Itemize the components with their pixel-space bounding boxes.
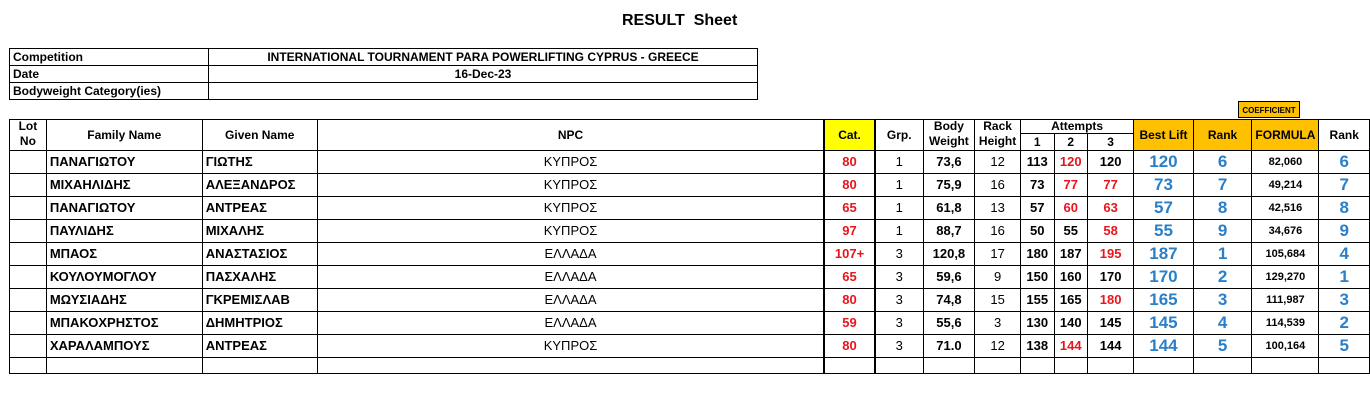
cell-lot [10,312,47,335]
header-row-1 [10,120,1370,134]
bodyweight-label: Bodyweight Category(ies) [10,83,209,100]
cell-family: ΧΑΡΑΛΑΜΠΟΥΣ [46,335,202,358]
cell-grp: 3 [875,243,923,266]
header-rank-2: Rank [1319,120,1370,151]
cell-family: ΜΠΑΚΟΧΡΗΣΤΟΣ [46,312,202,335]
empty-cell [1088,358,1134,374]
cell-rack: 12 [975,335,1021,358]
cell-npc: ΚΥΠΡΟΣ [317,174,824,197]
empty-cell [1252,358,1319,374]
bodyweight-value [209,83,758,100]
sheet-title: RESULT Sheet [622,12,738,29]
empty-row [10,358,1370,374]
cell-bw: 74,8 [923,289,975,312]
header-lot: Lot [10,120,47,134]
cell-a2: 187 [1054,243,1088,266]
cell-coef: 82,060 [1252,151,1319,174]
cell-cat: 65 [824,266,875,289]
cell-lot [10,289,47,312]
cell-rack: 16 [975,220,1021,243]
header-given-name: Given Name [202,120,317,151]
header-weight: Weight [923,134,975,151]
cell-cat: 80 [824,335,875,358]
cell-lot [10,266,47,289]
header-group: Grp. [875,120,923,151]
cell-bw: 59,6 [923,266,975,289]
empty-cell [1319,358,1370,374]
cell-best: 57 [1134,197,1194,220]
cell-a3: 120 [1088,151,1134,174]
competition-row [10,49,758,66]
table-row [10,220,1370,243]
header-attempt-2: 2 [1054,134,1088,151]
cell-rack: 12 [975,151,1021,174]
cell-a3: 145 [1088,312,1134,335]
cell-coef: 105,684 [1252,243,1319,266]
competition-label: Competition [10,49,209,66]
cell-rank: 6 [1193,151,1252,174]
cell-a1: 73 [1021,174,1055,197]
cell-npc: ΕΛΛΑΔΑ [317,289,824,312]
results-table [9,119,1370,374]
cell-rank2: 6 [1319,151,1370,174]
cell-a2: 140 [1054,312,1088,335]
cell-a2: 160 [1054,266,1088,289]
cell-cat: 65 [824,197,875,220]
cell-rank: 5 [1193,335,1252,358]
cell-family: ΚΟΥΛΟΥΜΟΓΛΟΥ [46,266,202,289]
cell-best: 170 [1134,266,1194,289]
cell-lot [10,220,47,243]
cell-family: ΠΑΥΛΙΔΗΣ [46,220,202,243]
empty-cell [923,358,975,374]
header-category: Cat. [824,120,875,151]
cell-family: ΜΠΑΟΣ [46,243,202,266]
header-attempt-1: 1 [1021,134,1055,151]
cell-given: ΑΝΤΡΕΑΣ [202,335,317,358]
cell-a2: 144 [1054,335,1088,358]
cell-rank2: 9 [1319,220,1370,243]
table-row [10,197,1370,220]
cell-a2: 165 [1054,289,1088,312]
header-rank: Rank [1193,120,1252,151]
cell-npc: ΚΥΠΡΟΣ [317,335,824,358]
cell-npc: ΚΥΠΡΟΣ [317,220,824,243]
cell-a2: 55 [1054,220,1088,243]
cell-a1: 180 [1021,243,1055,266]
cell-npc: ΕΛΛΑΔΑ [317,266,824,289]
cell-coef: 114,539 [1252,312,1319,335]
header-no: No [10,134,47,151]
cell-a3: 58 [1088,220,1134,243]
cell-lot [10,243,47,266]
cell-given: ΜΙΧΑΛΗΣ [202,220,317,243]
cell-lot [10,335,47,358]
cell-grp: 1 [875,197,923,220]
cell-a3: 180 [1088,289,1134,312]
empty-cell [875,358,923,374]
cell-coef: 34,676 [1252,220,1319,243]
cell-best: 73 [1134,174,1194,197]
empty-cell [824,358,875,374]
cell-lot [10,197,47,220]
cell-grp: 1 [875,220,923,243]
header-body: Body [923,120,975,134]
cell-rack: 3 [975,312,1021,335]
competition-value: INTERNATIONAL TOURNAMENT PARA POWERLIFTING CYPRUS - GREECE [209,49,758,66]
cell-given: ΓΙΩΤΗΣ [202,151,317,174]
cell-grp: 3 [875,289,923,312]
cell-a1: 57 [1021,197,1055,220]
cell-best: 145 [1134,312,1194,335]
cell-bw: 75,9 [923,174,975,197]
cell-a2: 120 [1054,151,1088,174]
cell-rank2: 4 [1319,243,1370,266]
cell-rank: 1 [1193,243,1252,266]
table-row [10,335,1370,358]
table-row [10,266,1370,289]
cell-rank: 2 [1193,266,1252,289]
cell-cat: 59 [824,312,875,335]
cell-bw: 120,8 [923,243,975,266]
table-row [10,174,1370,197]
cell-a3: 170 [1088,266,1134,289]
header-npc: NPC [317,120,824,151]
cell-given: ΑΝΤΡΕΑΣ [202,197,317,220]
cell-a1: 155 [1021,289,1055,312]
cell-bw: 55,6 [923,312,975,335]
cell-rank: 4 [1193,312,1252,335]
empty-cell [1054,358,1088,374]
cell-rank: 8 [1193,197,1252,220]
cell-rank: 9 [1193,220,1252,243]
header-best-lift: Best Lift [1134,120,1194,151]
cell-rack: 15 [975,289,1021,312]
cell-cat: 80 [824,151,875,174]
table-row [10,151,1370,174]
cell-rack: 17 [975,243,1021,266]
cell-a1: 113 [1021,151,1055,174]
cell-a1: 130 [1021,312,1055,335]
competition-info-table [9,48,758,100]
cell-coef: 129,270 [1252,266,1319,289]
cell-rack: 13 [975,197,1021,220]
empty-cell [46,358,202,374]
cell-grp: 1 [875,151,923,174]
cell-family: ΠΑΝΑΓΙΩΤΟΥ [46,151,202,174]
date-value: 16-Dec-23 [209,66,758,83]
cell-rank2: 3 [1319,289,1370,312]
cell-a3: 195 [1088,243,1134,266]
table-row [10,289,1370,312]
cell-a3: 77 [1088,174,1134,197]
cell-bw: 88,7 [923,220,975,243]
header-formula: FORMULA [1252,120,1319,151]
coefficient-header: COEFFICIENT [1238,101,1300,118]
empty-cell [317,358,824,374]
cell-a1: 150 [1021,266,1055,289]
cell-bw: 71.0 [923,335,975,358]
empty-cell [10,358,47,374]
cell-best: 144 [1134,335,1194,358]
cell-npc: ΕΛΛΑΔΑ [317,243,824,266]
empty-cell [202,358,317,374]
cell-coef: 49,214 [1252,174,1319,197]
cell-bw: 73,6 [923,151,975,174]
cell-lot [10,151,47,174]
cell-cat: 80 [824,174,875,197]
date-row [10,66,758,83]
table-row [10,243,1370,266]
cell-given: ΑΛΕΞΑΝΔΡΟΣ [202,174,317,197]
cell-coef: 111,987 [1252,289,1319,312]
cell-family: ΜΩΥΣΙΑΔΗΣ [46,289,202,312]
cell-npc: ΚΥΠΡΟΣ [317,197,824,220]
cell-best: 120 [1134,151,1194,174]
header-rack: Rack [975,120,1021,134]
cell-bw: 61,8 [923,197,975,220]
date-label: Date [10,66,209,83]
cell-best: 55 [1134,220,1194,243]
cell-family: ΜΙΧΑΗΛΙΔΗΣ [46,174,202,197]
cell-coef: 42,516 [1252,197,1319,220]
cell-rank2: 7 [1319,174,1370,197]
cell-given: ΠΑΣΧΑΛΗΣ [202,266,317,289]
cell-rack: 9 [975,266,1021,289]
cell-family: ΠΑΝΑΓΙΩΤΟΥ [46,197,202,220]
cell-cat: 80 [824,289,875,312]
empty-cell [1021,358,1055,374]
cell-coef: 100,164 [1252,335,1319,358]
cell-grp: 3 [875,312,923,335]
cell-cat: 107+ [824,243,875,266]
cell-npc: ΕΛΛΑΔΑ [317,312,824,335]
table-row [10,312,1370,335]
cell-grp: 3 [875,335,923,358]
cell-rank2: 5 [1319,335,1370,358]
header-attempts: Attempts [1021,120,1134,134]
cell-rank2: 8 [1319,197,1370,220]
cell-rack: 16 [975,174,1021,197]
cell-rank2: 2 [1319,312,1370,335]
cell-rank: 3 [1193,289,1252,312]
cell-given: ΔΗΜΗΤΡΙΟΣ [202,312,317,335]
cell-given: ΑΝΑΣΤΑΣΙΟΣ [202,243,317,266]
cell-a1: 50 [1021,220,1055,243]
header-height: Height [975,134,1021,151]
cell-a3: 144 [1088,335,1134,358]
cell-npc: ΚΥΠΡΟΣ [317,151,824,174]
cell-a2: 77 [1054,174,1088,197]
empty-cell [975,358,1021,374]
cell-best: 187 [1134,243,1194,266]
cell-grp: 3 [875,266,923,289]
bodyweight-row [10,83,758,100]
cell-grp: 1 [875,174,923,197]
cell-given: ΓΚΡΕΜΙΣΛΑΒ [202,289,317,312]
cell-best: 165 [1134,289,1194,312]
empty-cell [1134,358,1194,374]
cell-lot [10,174,47,197]
cell-rank2: 1 [1319,266,1370,289]
cell-rank: 7 [1193,174,1252,197]
header-family-name: Family Name [46,120,202,151]
cell-a1: 138 [1021,335,1055,358]
cell-a2: 60 [1054,197,1088,220]
cell-a3: 63 [1088,197,1134,220]
header-attempt-3: 3 [1088,134,1134,151]
empty-cell [1193,358,1252,374]
cell-cat: 97 [824,220,875,243]
